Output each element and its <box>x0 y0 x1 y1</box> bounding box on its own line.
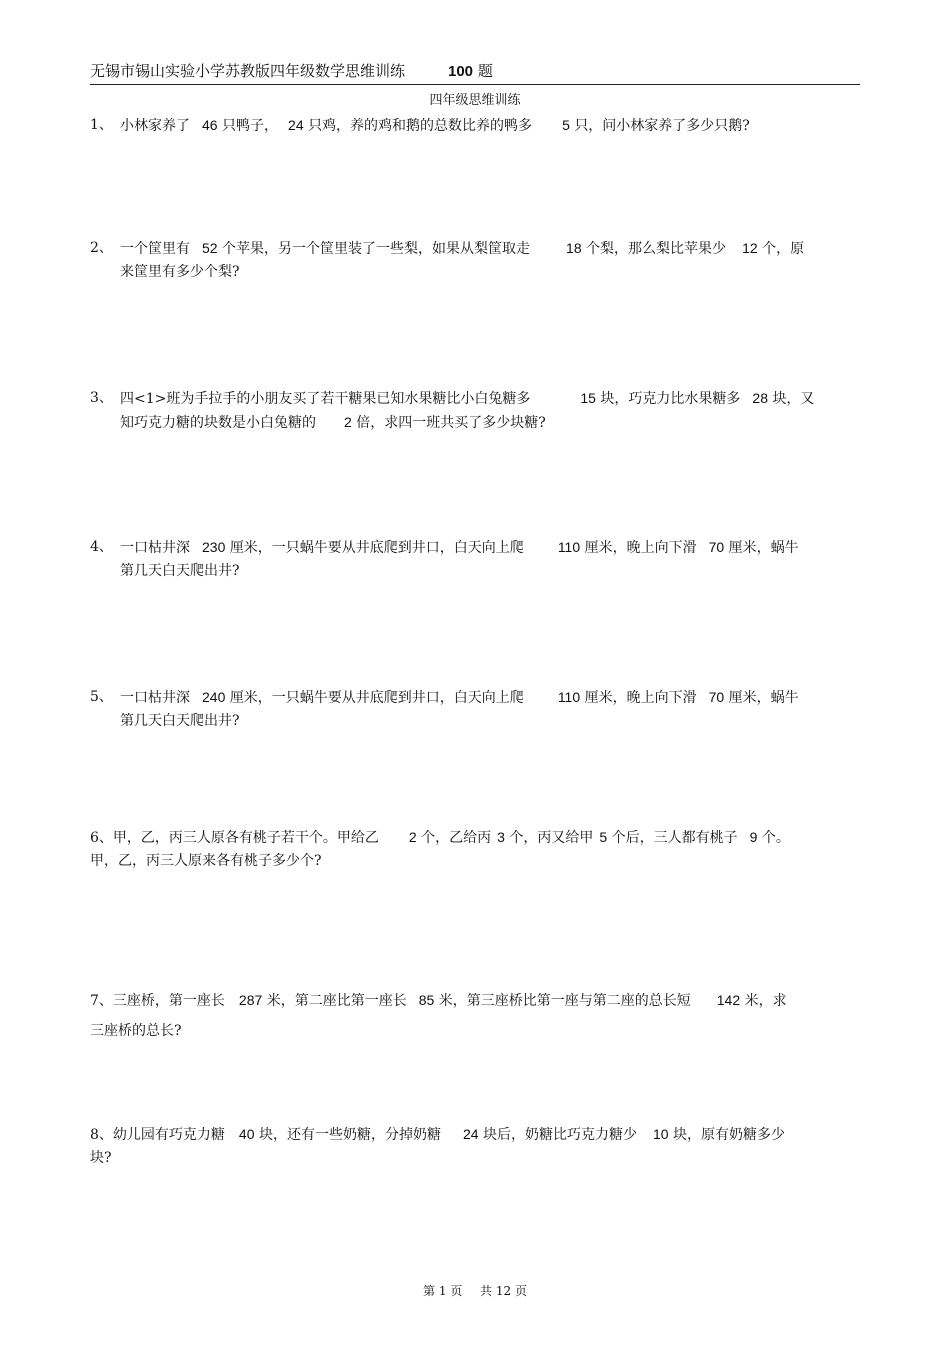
question-text: 三座桥的总长? <box>90 1023 182 1039</box>
question-text: 三座桥，第一座长 <box>112 993 225 1009</box>
question-value: 142 <box>716 992 741 1008</box>
question-text: 甲，乙，丙三人原来各有桃子多少个? <box>90 853 322 869</box>
question-value: 15 <box>580 390 596 406</box>
question-value: 2 <box>408 829 417 845</box>
question-text: 个，丙又给甲 <box>509 830 594 846</box>
question-text: 个。 <box>761 830 790 846</box>
question-value: 5 <box>562 117 570 133</box>
question-value: 230 <box>202 539 226 555</box>
question-text: 块，又 <box>772 391 815 407</box>
footer-page-prefix: 第 <box>423 1284 436 1298</box>
question-value: 70 <box>708 689 725 705</box>
question-text: 甲，乙，丙三人原各有桃子若干个。甲给乙 <box>112 830 379 846</box>
question-value: 46 <box>202 117 218 133</box>
header-title: 无锡市锡山实验小学苏教版四年级数学思维训练 <box>90 62 406 80</box>
question-8 <box>90 1123 860 1170</box>
question-text: 倍，求四一班共买了多少块糖? <box>356 415 546 431</box>
question-text: 个梨，那么梨比苹果少 <box>586 241 727 257</box>
question-value: 240 <box>202 689 226 705</box>
question-number: 8、 <box>90 1127 113 1143</box>
question-text: 厘米，蜗牛 <box>728 540 799 556</box>
page-header <box>90 58 860 85</box>
question-value: 85 <box>418 992 435 1008</box>
question-text: 块，巧克力比水果糖多 <box>600 391 741 407</box>
question-text: 第几天白天爬出井? <box>120 563 240 579</box>
question-value: 5 <box>599 829 608 845</box>
footer-total-unit: 页 <box>514 1284 527 1298</box>
header-count <box>448 60 493 81</box>
question-4 <box>90 536 860 583</box>
question-5 <box>90 686 860 733</box>
question-value: 9 <box>749 829 758 845</box>
question-value: 287 <box>238 992 263 1008</box>
question-number: 7、 <box>90 993 113 1009</box>
footer-page-number: 1 <box>438 1284 447 1298</box>
page-subtitle: 四年级思维训练 <box>429 93 521 108</box>
header-count-suffix: 题 <box>477 62 493 80</box>
question-text: 一个筐里有 <box>120 241 190 257</box>
question-3 <box>90 387 860 435</box>
footer-total-number: 12 <box>495 1284 512 1298</box>
question-value: 52 <box>202 240 218 256</box>
question-value: 70 <box>708 539 725 555</box>
question-text: 只，问小林家养了多少只鹅? <box>574 118 750 134</box>
question-text: 一口枯井深 <box>120 540 190 556</box>
question-7 <box>90 985 860 1046</box>
question-text: 厘米，一只蜗牛要从井底爬到井口，白天向上爬 <box>229 540 524 556</box>
question-text: 知巧克力糖的块数是小白兔糖的 <box>120 415 316 431</box>
question-text: 四<1>班为手拉手的小朋友买了若干糖果已知水果糖比小白兔糖多 <box>120 391 531 407</box>
question-text: 第几天白天爬出井? <box>120 713 240 729</box>
question-text: 个，乙给丙 <box>421 830 492 846</box>
question-value: 24 <box>462 1126 479 1142</box>
question-text: 厘米，蜗牛 <box>728 690 799 706</box>
page-footer <box>0 1282 950 1299</box>
question-text: 一口枯井深 <box>120 690 190 706</box>
question-value: 18 <box>566 240 582 256</box>
question-text: 只鸡，养的鸡和鹅的总数比养的鸭多 <box>308 118 533 134</box>
question-number: 6、 <box>90 830 113 846</box>
question-text: 块后，奶糖比巧克力糖少 <box>482 1127 637 1143</box>
question-text: 厘米，晚上向下滑 <box>584 540 697 556</box>
question-value: 40 <box>238 1126 255 1142</box>
question-6 <box>90 826 860 873</box>
question-text: 米，求 <box>744 993 787 1009</box>
question-value: 24 <box>288 117 304 133</box>
question-number: 5、 <box>90 689 113 705</box>
question-value: 3 <box>497 829 505 845</box>
question-number: 1、 <box>90 117 113 133</box>
question-1 <box>90 114 860 138</box>
question-2 <box>90 237 860 284</box>
question-number: 4、 <box>90 539 113 555</box>
question-text: 块，还有一些奶糖，分掉奶糖 <box>258 1127 441 1143</box>
footer-page-unit: 页 <box>450 1284 463 1298</box>
question-text: 米，第二座比第一座长 <box>266 993 407 1009</box>
question-text: 来筐里有多少个梨? <box>120 264 240 280</box>
question-text: 只鸭子， <box>222 118 279 134</box>
question-value: 10 <box>652 1126 669 1142</box>
question-value: 2 <box>344 414 352 430</box>
question-text: 米，第三座桥比第一座与第二座的总长短 <box>438 993 691 1009</box>
question-text: 个，原 <box>762 241 805 257</box>
question-value: 110 <box>557 689 581 705</box>
question-value: 28 <box>752 390 768 406</box>
footer-total-prefix: 共 <box>480 1284 493 1298</box>
question-value: 12 <box>742 240 758 256</box>
question-text: 厘米，一只蜗牛要从井底爬到井口，白天向上爬 <box>229 690 524 706</box>
question-text: 厘米，晚上向下滑 <box>584 690 697 706</box>
question-text: 个苹果，另一个筐里装了一些梨，如果从梨筐取走 <box>222 241 531 257</box>
question-value: 110 <box>557 539 581 555</box>
question-text: 小林家养了 <box>120 118 190 134</box>
header-count-number: 100 <box>448 63 474 80</box>
question-text: 个后，三人都有桃子 <box>611 830 738 846</box>
question-number: 3、 <box>90 390 113 406</box>
question-text: 块，原有奶糖多少 <box>673 1127 786 1143</box>
question-text: 幼儿园有巧克力糖 <box>112 1127 225 1143</box>
question-text: 块? <box>90 1150 112 1166</box>
question-number: 2、 <box>90 240 113 256</box>
